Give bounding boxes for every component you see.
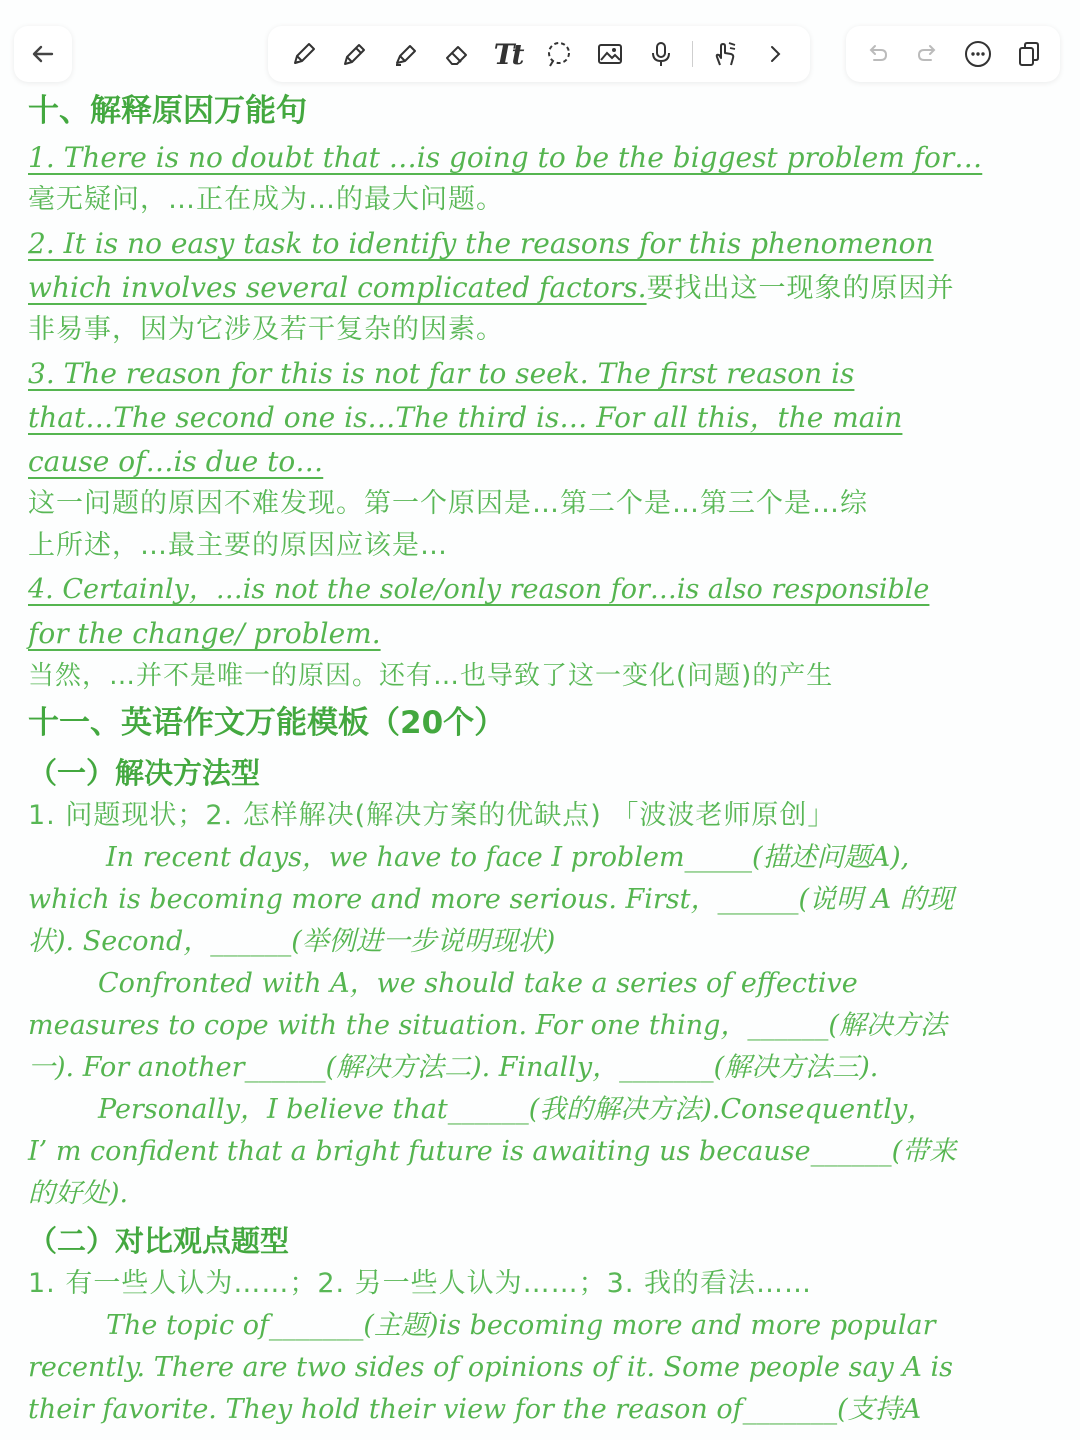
template-1-para1-line2: which is becoming more and more serious. First，______(说明 A 的现 — [28, 884, 954, 915]
template-1-para1-line3: 状). Second，______(举例进一步说明现状) — [28, 926, 556, 957]
top-toolbar — [0, 0, 1080, 86]
action-buttons-bar — [846, 26, 1060, 82]
section-heading-10: 十、解释原因万能句 — [28, 93, 307, 129]
template-2-para1-line1: The topic of_______(主题)is becoming more and more popular — [106, 1310, 936, 1341]
template-1-para3-line2: I’ m confident that a bright future is awaiting us because______(带来 — [28, 1136, 957, 1167]
toolbar-divider — [692, 41, 693, 67]
template-1-para2-line2: measures to cope with the situation. For one thing，______(解决方法 — [28, 1010, 947, 1041]
redo-icon — [913, 39, 943, 69]
more-tools-button[interactable] — [755, 34, 795, 74]
sentence-2-line2 — [28, 268, 955, 308]
chevron-right-icon — [760, 39, 790, 69]
pen-icon — [289, 39, 319, 69]
sentence-2-english-line2: which involves several complicated factors. — [28, 271, 647, 304]
more-icon — [963, 39, 993, 69]
sentence-1-english: 1. There is no doubt that …is going to be the biggest problem for… — [28, 141, 983, 174]
sentence-4-english-line2: for the change/ problem. — [28, 617, 381, 650]
pencil-tool-button[interactable] — [335, 34, 375, 74]
sentence-3-chinese-line1: 这一问题的原因不难发现。第一个原因是…第二个是…第三个是…综 — [28, 488, 868, 519]
sentence-4-english-line1: 4. Certainly，…is not the sole/only reason for…is also responsible — [28, 574, 930, 605]
sentence-3-english-line3: cause of…is due to… — [28, 445, 324, 478]
sentence-2-chinese-part2: 非易事，因为它涉及若干复杂的因素。 — [28, 314, 504, 345]
arrow-left-icon — [28, 39, 58, 69]
highlighter-tool-button[interactable] — [386, 34, 426, 74]
hand-draw-tool-button[interactable] — [704, 34, 744, 74]
sentence-3-english-line2: that…The second one is…The third is… For all this，the main — [28, 401, 903, 434]
template-2-para1-line3: their favorite. They hold their view for the reason of_______(支持A — [28, 1394, 922, 1425]
image-icon — [595, 39, 625, 69]
eraser-icon — [442, 39, 472, 69]
image-tool-button[interactable] — [590, 34, 630, 74]
pencil-icon — [340, 39, 370, 69]
microphone-tool-button[interactable] — [641, 34, 681, 74]
copy-icon — [1014, 39, 1044, 69]
template-2-title: （二）对比观点题型 — [28, 1224, 290, 1258]
back-button[interactable] — [14, 26, 72, 82]
section-heading-11: 十一、英语作文万能模板（20个） — [28, 705, 506, 741]
template-1-title: （一）解决方法型 — [28, 756, 261, 790]
sentence-3-chinese-line2: 上所述，…最主要的原因应该是… — [28, 530, 448, 561]
text-tool-button[interactable] — [488, 34, 528, 74]
sentence-1-chinese: 毫无疑问，…正在成为…的最大问题。 — [28, 184, 504, 215]
sentence-3-english-line1: 3. The reason for this is not far to seek. The first reason is — [28, 357, 855, 390]
sentence-4-chinese: 当然，…并不是唯一的原因。还有…也导致了这一变化(问题)的产生 — [28, 661, 834, 691]
hand-draw-icon — [709, 39, 739, 69]
template-1-para2-line1: Confronted with A，we should take a series of effective — [98, 968, 858, 999]
highlighter-icon — [391, 39, 421, 69]
template-2-outline: 1. 有一些人认为……；2. 另一些人认为……；3. 我的看法…… — [28, 1268, 813, 1299]
undo-icon — [862, 39, 892, 69]
template-1-para3-line1: Personally，I believe that______(我的解决方法).Consequently， — [98, 1094, 935, 1125]
pen-tool-button[interactable] — [284, 34, 324, 74]
more-options-button[interactable] — [958, 34, 998, 74]
lasso-icon — [544, 39, 574, 69]
drawing-tools-bar — [268, 26, 810, 82]
template-1-outline: 1. 问题现状；2. 怎样解决(解决方案的优缺点) 「波波老师原创」 — [28, 800, 836, 831]
pages-button[interactable] — [1009, 34, 1049, 74]
undo-button[interactable] — [857, 34, 897, 74]
redo-button[interactable] — [908, 34, 948, 74]
template-2-para1-line2: recently. There are two sides of opinions of it. Some people say A is — [28, 1352, 953, 1383]
template-1-para1-line1: In recent days，we have to face I problem_____(描述问题A), — [106, 842, 910, 873]
text-icon: Tt — [493, 37, 522, 71]
lasso-tool-button[interactable] — [539, 34, 579, 74]
sentence-2-english-line1: 2. It is no easy task to identify the reasons for this phenomenon — [28, 227, 934, 260]
template-1-para3-line3: 的好处). — [28, 1178, 129, 1209]
microphone-icon — [646, 39, 676, 69]
eraser-tool-button[interactable] — [437, 34, 477, 74]
template-1-para2-line3: 一). For another______(解决方法二). Finally，_______(解决方法三). — [28, 1052, 879, 1083]
sentence-2-chinese-part1: 要找出这一现象的原因并 — [646, 273, 955, 304]
